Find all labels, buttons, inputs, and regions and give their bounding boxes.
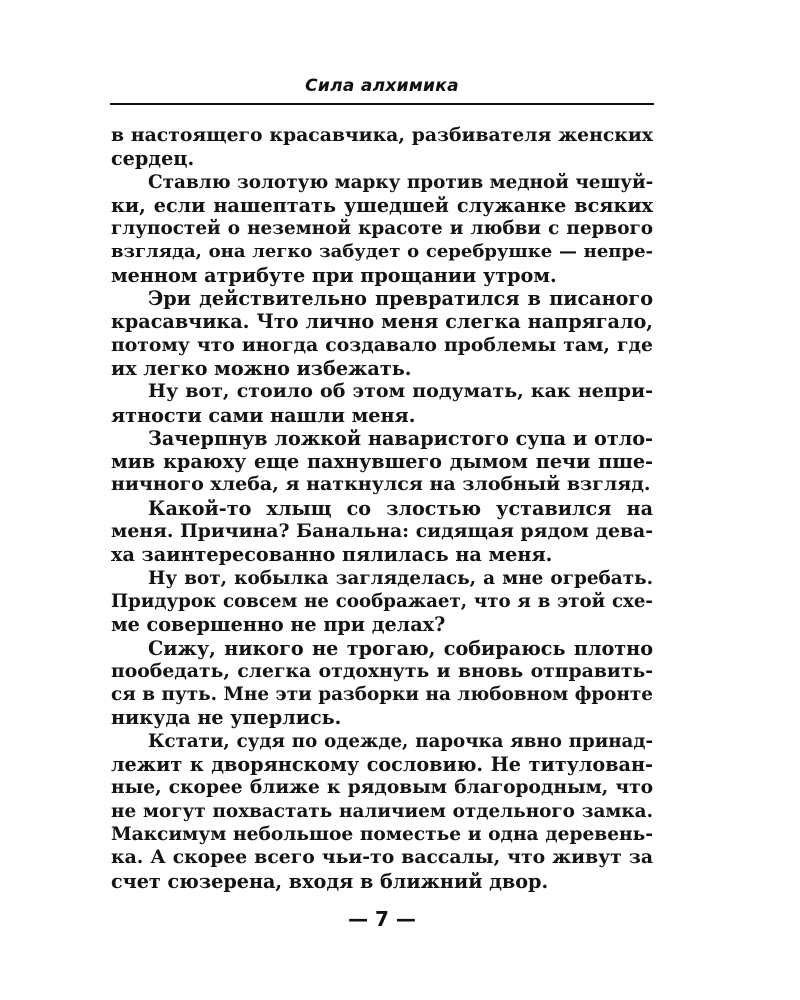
- text-line: Придурок совсем не соображает, что я в этой схе-: [111, 590, 653, 612]
- text-line: ха заинтересованно пялилась на меня.: [111, 543, 553, 567]
- text-line: сердец.: [111, 147, 195, 171]
- text-line: ме совершенно не при делах?: [111, 613, 446, 637]
- text-line: ся в путь. Мне эти разборки на любовном фронте: [111, 684, 653, 706]
- text-line: Какой-то хлыщ со злостью уставился на: [148, 496, 653, 520]
- text-line: ка. А скорее всего чьи-то вассалы, что живут за: [111, 846, 653, 869]
- text-line: Ну вот, стоило об этом подумать, как непри-: [148, 380, 653, 403]
- text-line: ятности сами нашли меня.: [111, 403, 416, 427]
- text-line: Кстати, судя по одежде, парочка явно принад-: [148, 730, 653, 752]
- text-line: потому что иногда создавало проблемы там, где: [111, 333, 653, 356]
- text-line: ки, если нашептать ушедшей служанке всяких: [111, 193, 653, 217]
- text-line: ничного хлеба, я наткнулся на злобный взгляд.: [111, 473, 651, 496]
- text-line: не могут похвастать наличием отдельного замка.: [111, 800, 653, 822]
- text-line: пообедать, слегка отдохнуть и вновь отправить-: [111, 659, 653, 682]
- text-line: Зачерпнув ложкой наваристого супа и отло-: [148, 426, 653, 450]
- text-line: менном атрибуте при прощании утром.: [111, 263, 557, 287]
- running-title: Сила алхимика: [305, 76, 459, 96]
- page-body: [111, 124, 653, 893]
- text-line: красавчика. Что лично меня слегка напрягало,: [111, 310, 653, 334]
- text-line: в настоящего красавчика, разбивателя женских: [111, 124, 653, 146]
- text-line: Сижу, никого не трогаю, собираюсь плотно: [148, 636, 653, 660]
- text-line: взгляда, она легко забудет о серебрушке — непре-: [111, 241, 653, 263]
- text-line: ные, скорее ближе к рядовым благородным, что: [111, 777, 653, 799]
- text-line: никуда не уперлись.: [111, 706, 342, 730]
- text-line: глупостей о неземной красоте и любви с первого: [111, 218, 653, 240]
- text-line: меня. Причина? Банальна: сидящая рядом дева-: [111, 520, 653, 543]
- text-line: лежит к дворянскому сословию. Не титулован-: [111, 753, 653, 777]
- text-line: их легко можно избежать.: [111, 356, 412, 380]
- header-rule: [110, 103, 654, 105]
- text-line: Ну вот, кобылка загляделась, а мне огребать.: [148, 567, 653, 589]
- text-line: счет сюзерена, входя в ближний двор.: [111, 869, 549, 893]
- text-line: мив краюху еще пахнувшего дымом печи пше-: [111, 450, 653, 474]
- text-line: Ставлю золотую марку против медной чешуй-: [148, 171, 654, 193]
- text-line: Эри действительно превратился в писаного: [148, 287, 653, 311]
- text-line: Максимум небольшое поместье и одна деревень-: [111, 823, 653, 845]
- page-number: — 7 —: [348, 907, 416, 931]
